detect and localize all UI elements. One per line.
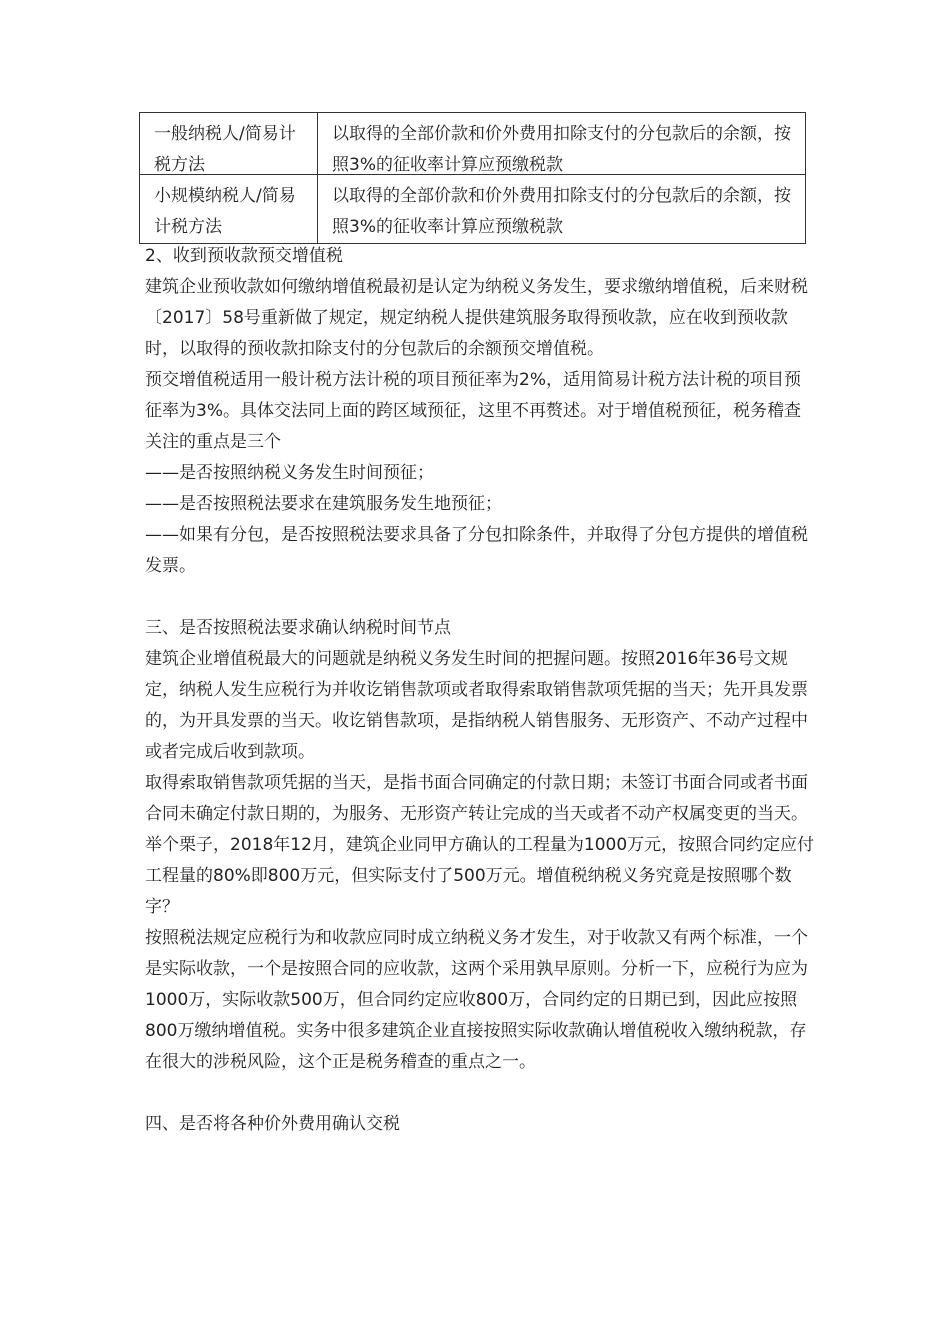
taxpayer-type-cell: 一般纳税人/简易计税方法 [140,113,318,175]
taxpayer-type-cell: 小规模纳税人/简易计税方法 [140,175,318,244]
paragraph: 举个栗子，2018年12月，建筑企业同甲方确认的工程量为1000万元，按照合同约定应付工程量的80%即800万元，但实际支付了500万元。增值税纳税义务究竟是按照哪个数字？ [145,835,815,917]
paragraph: 按照税法规定应税行为和收款应同时成立纳税义务才发生，对于收款又有两个标准，一个是实际收款，一个是按照合同的应收款，这两个采用孰早原则。分析一下，应税行为应为1000万，实际收款500万，但合同约定应收800万，合同约定的日期已到，因此应按照800万缴纳增值税。实务中很多建筑企业直接按照实际收款确认增值税收入缴纳税款，存在很大的涉税风险，这个正是税务稽查的重点之一。 [145,928,808,1072]
table-row [140,175,806,244]
section-subheading: 2、收到预收款预交增值税 [145,246,343,266]
paragraph: 建筑企业预收款如何缴纳增值税最初是认定为纳税义务发生，要求缴纳增值税，后来财税〔2017〕58号重新做了规定，规定纳税人提供建筑服务取得预收款，应在收到预收款时，以取得的预收款扣除支付的分包款后的余额预交增值税。 [145,277,808,359]
section-heading: 三、是否按照税法要求确认纳税时间节点 [145,618,451,638]
list-item: ——是否按照纳税义务发生时间预征； [145,463,434,483]
paragraph: 预交增值税适用一般计税方法计税的项目预征率为2%，适用简易计税方法计税的项目预征率为3%。具体交法同上面的跨区域预征，这里不再赘述。对于增值税预征，税务稽查关注的重点是三个 [145,370,801,452]
method-description-cell: 以取得的全部价款和价外费用扣除支付的分包款后的余额，按照3%的征收率计算应预缴税款 [318,175,806,244]
list-item: ——如果有分包，是否按照税法要求具备了分包扣除条件，并取得了分包方提供的增值税发票。 [145,525,808,576]
table-row [140,113,806,175]
paragraph: 建筑企业增值税最大的问题就是纳税义务发生时间的把握问题。按照2016年36号文规定，纳税人发生应税行为并收讫销售款项或者取得索取销售款项凭据的当天；先开具发票的，为开具发票的当天。收讫销售款项，是指纳税人销售服务、无形资产、不动产过程中或者完成后收到款项。 [145,649,808,762]
prepayment-table [139,112,806,244]
list-item: ——是否按照税法要求在建筑服务发生地预征； [145,494,502,514]
section-heading: 四、是否将各种价外费用确认交税 [145,1114,400,1134]
blank-line [145,582,815,613]
body-text [145,241,815,1140]
paragraph: 取得索取销售款项凭据的当天，是指书面合同确定的付款日期；未签订书面合同或者书面合同未确定付款日期的，为服务、无形资产转让完成的当天或者不动产权属变更的当天。 [145,773,808,824]
method-description-cell: 以取得的全部价款和价外费用扣除支付的分包款后的余额，按照3%的征收率计算应预缴税款 [318,113,806,175]
blank-line [145,1078,815,1109]
